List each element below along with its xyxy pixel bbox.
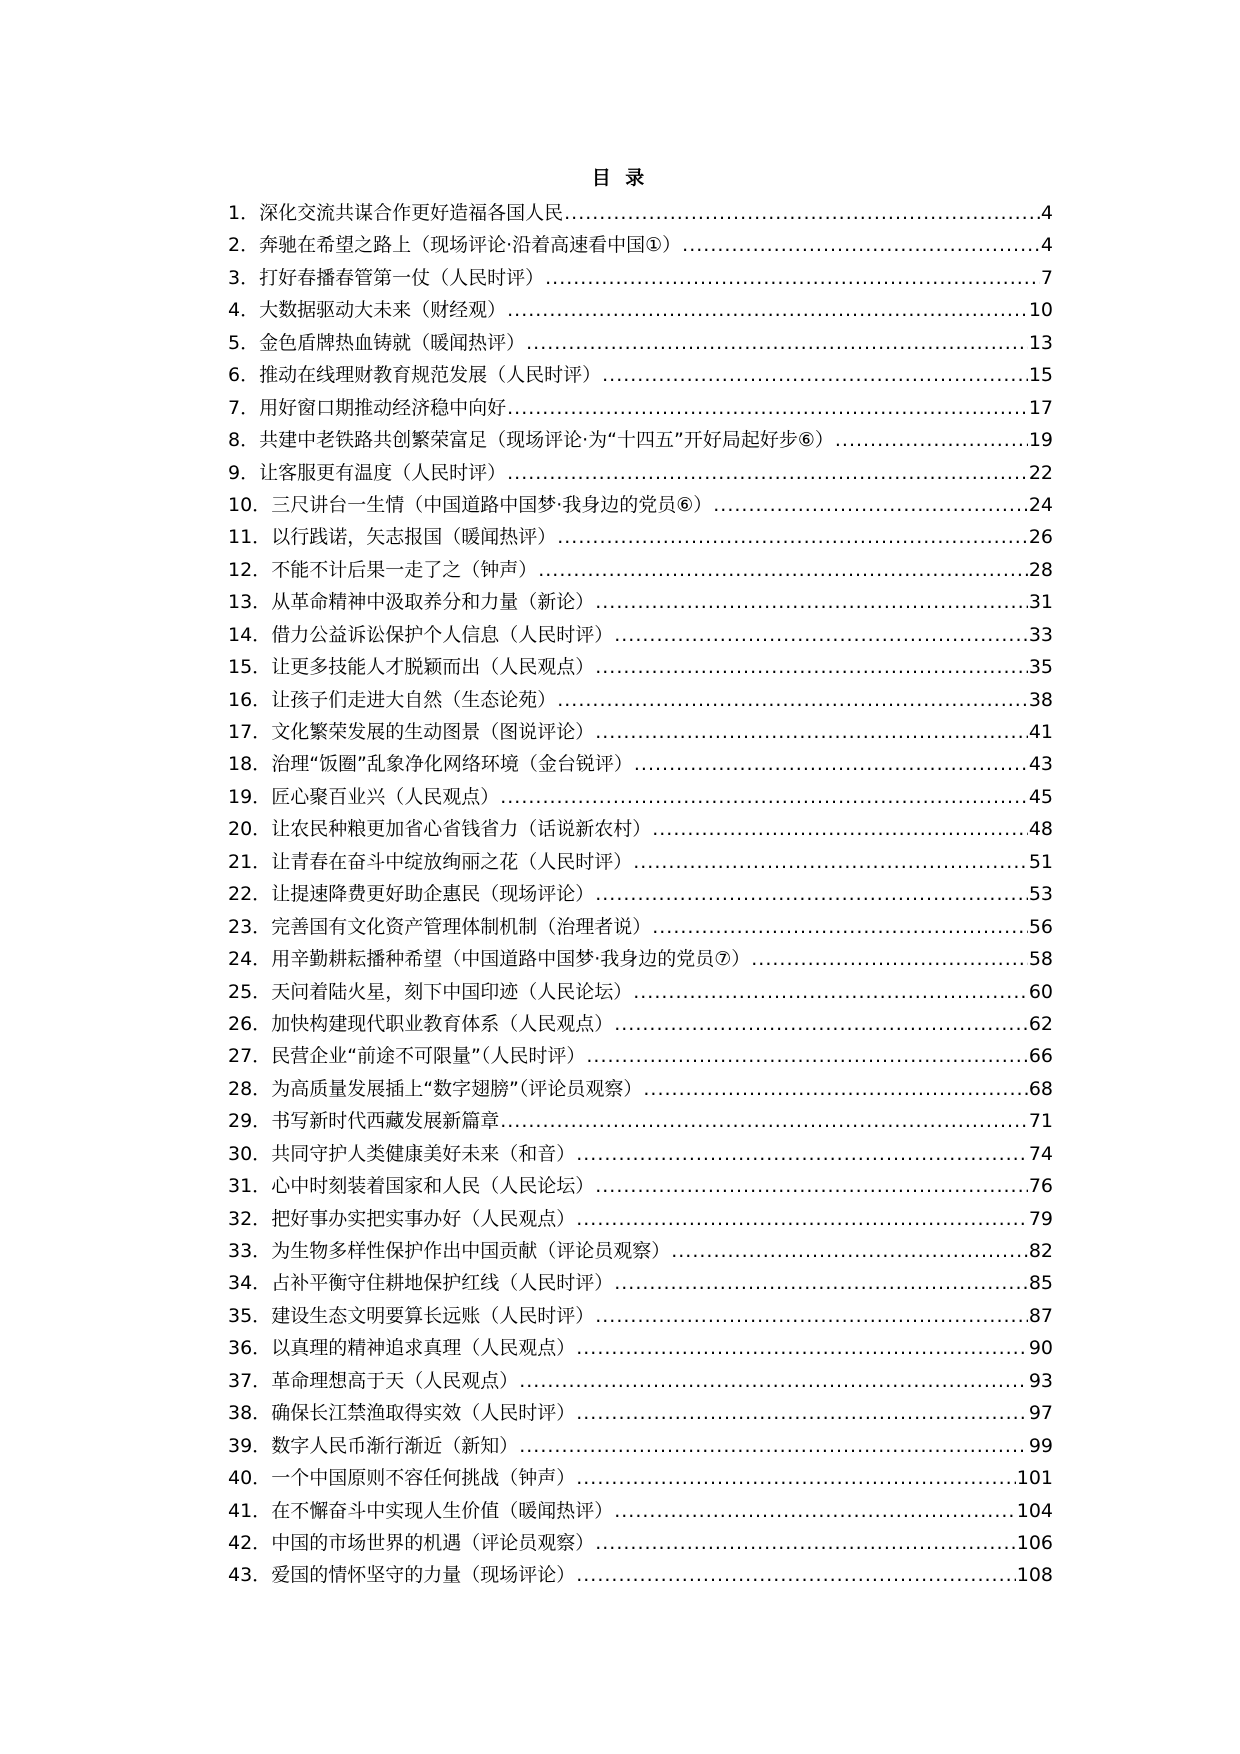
toc-entry-number: 1． (228, 202, 260, 224)
toc-dot-leader (595, 878, 1028, 910)
toc-entry[interactable] (228, 359, 1053, 391)
toc-entry-number: 6． (228, 364, 260, 387)
toc-entry[interactable] (228, 1462, 1053, 1494)
toc-dot-leader (633, 976, 1028, 1008)
toc-entry-title: 三尺讲台一生情（中国道路中国梦·我身边的党员⑥） (271, 493, 713, 516)
toc-entry-page-number: 4 (1040, 202, 1053, 224)
toc-entry-title: 一个中国原则不容任何挑战（钟声） (271, 1467, 576, 1490)
toc-entry-number: 28． (228, 1077, 272, 1100)
toc-entry-title: 不能不计后果一走了之（钟声） (271, 558, 538, 581)
toc-entry-title: 确保长江禁渔取得实效（人民时评） (271, 1402, 576, 1425)
toc-entry[interactable] (228, 619, 1053, 651)
toc-entry-title: 天问着陆火星，刻下中国印迹（人民论坛） (271, 980, 633, 1003)
toc-entry-page-number: 60 (1028, 980, 1053, 1003)
toc-entry[interactable] (228, 1559, 1053, 1591)
toc-entry-page-number: 53 (1028, 883, 1053, 906)
toc-entry-page-number: 97 (1028, 1402, 1053, 1425)
toc-dot-leader (643, 1073, 1027, 1105)
toc-entry-title: 深化交流共谋合作更好造福各国人民 (259, 202, 564, 224)
toc-entry-page-number: 56 (1028, 915, 1053, 938)
toc-entry[interactable] (228, 1235, 1053, 1267)
toc-entry-title: 完善国有文化资产管理体制机制（治理者说） (271, 915, 652, 938)
toc-dot-leader (835, 424, 1028, 456)
toc-entry-page-number: 87 (1028, 1304, 1053, 1327)
toc-entry-title: 文化繁荣发展的生动图景（图说评论） (271, 721, 595, 743)
toc-entry-title: 大数据驱动大未来（财经观） (259, 299, 507, 322)
toc-entry-page-number: 62 (1028, 1012, 1053, 1035)
toc-dot-leader (614, 619, 1028, 651)
toc-entry-page-number: 90 (1028, 1337, 1053, 1360)
toc-entry-number: 33． (228, 1240, 272, 1262)
toc-entry-number: 38． (228, 1402, 272, 1425)
toc-dot-leader (652, 813, 1028, 845)
toc-entry[interactable] (228, 197, 1053, 229)
toc-entry-number: 24． (228, 948, 272, 971)
toc-entry-page-number: 45 (1028, 785, 1053, 808)
toc-dot-leader (576, 1397, 1028, 1429)
toc-entry-number: 4． (228, 299, 260, 322)
toc-entry-title: 打好春播春管第一仗（人民时评） (259, 266, 545, 289)
toc-entry-title: 让孩子们走进大自然（生态论苑） (271, 688, 557, 711)
toc-dot-leader (652, 911, 1028, 943)
toc-entry[interactable] (228, 1203, 1053, 1235)
toc-entry-number: 3． (228, 266, 260, 289)
toc-entry-title: 占补平衡守住耕地保护红线（人民时评） (271, 1272, 614, 1295)
toc-entry-number: 21． (228, 850, 272, 873)
toc-entry-number: 26． (228, 1012, 272, 1035)
toc-dot-leader (564, 197, 1040, 229)
toc-entry-title: 推动在线理财教育规范发展（人民时评） (259, 364, 602, 387)
toc-entry[interactable] (228, 1365, 1053, 1397)
toc-entry-title: 让农民种粮更加省心省钱省力（话说新农村） (271, 818, 652, 841)
toc-entry-number: 15． (228, 656, 272, 679)
toc-dot-leader (507, 294, 1028, 326)
toc-entry-page-number: 10 (1028, 299, 1053, 322)
toc-entry-page-number: 43 (1028, 753, 1053, 776)
toc-entry-page-number: 108 (1016, 1564, 1053, 1587)
toc-entry[interactable] (228, 813, 1053, 845)
toc-entry[interactable] (228, 651, 1053, 683)
toc-entry-number: 14． (228, 623, 272, 646)
toc-entry[interactable] (228, 457, 1053, 489)
toc-entry-page-number: 17 (1028, 396, 1053, 419)
toc-dot-leader (634, 748, 1028, 780)
toc-entry[interactable] (228, 424, 1053, 456)
toc-entry-page-number: 15 (1028, 364, 1053, 387)
toc-entry[interactable] (228, 262, 1053, 294)
toc-entry-number: 40． (228, 1467, 272, 1490)
toc-entry-number: 32． (228, 1207, 272, 1230)
toc-entry-page-number: 68 (1028, 1077, 1053, 1100)
toc-entry-page-number: 24 (1028, 493, 1053, 516)
toc-entry-page-number: 7 (1040, 266, 1053, 289)
toc-entry-title: 中国的市场世界的机遇（评论员观察） (271, 1531, 595, 1554)
toc-entry-page-number: 48 (1028, 818, 1053, 841)
toc-entry-number: 13． (228, 591, 272, 614)
toc-entry[interactable] (228, 846, 1053, 878)
toc-entry-title: 用辛勤耕耘播种希望（中国道路中国梦·我身边的党员⑦） (271, 948, 751, 971)
toc-entry-page-number: 82 (1028, 1240, 1053, 1262)
toc-dot-leader (519, 1365, 1028, 1397)
toc-entry-title: 加快构建现代职业教育体系（人民观点） (271, 1012, 614, 1035)
toc-list (228, 197, 1053, 1592)
toc-entry-number: 17． (228, 721, 272, 743)
toc-entry-page-number: 41 (1028, 721, 1053, 743)
toc-entry-number: 41． (228, 1499, 272, 1522)
toc-entry-title: 心中时刻装着国家和人民（人民论坛） (271, 1175, 595, 1198)
toc-entry[interactable] (228, 1397, 1053, 1429)
toc-entry-title: 以真理的精神追求真理（人民观点） (271, 1337, 576, 1360)
toc-entry[interactable] (228, 1332, 1053, 1364)
toc-entry-number: 36． (228, 1337, 272, 1360)
toc-dot-leader (557, 684, 1028, 716)
toc-entry-number: 37． (228, 1369, 272, 1392)
toc-entry-page-number: 19 (1028, 429, 1053, 452)
toc-entry-number: 29． (228, 1110, 272, 1133)
toc-entry[interactable] (228, 1105, 1053, 1137)
toc-dot-leader (576, 1138, 1028, 1170)
toc-entry[interactable] (228, 1008, 1053, 1040)
toc-dot-leader (507, 457, 1028, 489)
toc-entry-page-number: 104 (1016, 1499, 1053, 1522)
toc-entry-title: 数字人民币渐行渐近（新知） (271, 1434, 519, 1457)
toc-dot-leader (595, 1170, 1028, 1202)
toc-entry-number: 8． (228, 429, 260, 452)
toc-dot-leader (595, 651, 1028, 683)
toc-entry-page-number: 33 (1028, 623, 1053, 646)
toc-entry-number: 42． (228, 1531, 272, 1554)
toc-entry-title: 共同守护人类健康美好未来（和音） (271, 1142, 576, 1165)
toc-entry[interactable] (228, 781, 1053, 813)
toc-entry-title: 匠心聚百业兴（人民观点） (271, 785, 500, 808)
toc-entry-title: 爱国的情怀坚守的力量（现场评论） (271, 1564, 576, 1587)
toc-entry-title: 民营企业“前途不可限量”（人民时评） (271, 1045, 586, 1068)
toc-entry-number: 10． (228, 493, 272, 516)
toc-entry-page-number: 4 (1040, 234, 1053, 257)
toc-entry-page-number: 106 (1016, 1531, 1053, 1554)
toc-dot-leader (526, 327, 1028, 359)
toc-dot-leader (576, 1332, 1028, 1364)
toc-title: 目 录 (591, 167, 649, 189)
toc-dot-leader (633, 846, 1028, 878)
toc-dot-leader (614, 1008, 1028, 1040)
toc-entry[interactable] (228, 521, 1053, 553)
toc-entry-title: 让更多技能人才脱颖而出（人民观点） (271, 656, 595, 679)
toc-entry-number: 11． (228, 526, 272, 549)
toc-entry-title: 治理“饭圈”乱象净化网络环境（金台锐评） (271, 753, 633, 776)
toc-entry-page-number: 79 (1028, 1207, 1053, 1230)
toc-dot-leader (500, 781, 1028, 813)
toc-dot-leader (538, 554, 1028, 586)
toc-entry[interactable] (228, 911, 1053, 943)
toc-dot-leader (595, 1527, 1016, 1559)
toc-entry[interactable] (228, 294, 1053, 326)
toc-entry-page-number: 22 (1028, 461, 1053, 484)
toc-dot-leader (602, 359, 1028, 391)
toc-entry-title: 以行践诺，矢志报国（暖闻热评） (271, 526, 557, 549)
toc-entry-title: 共建中老铁路共创繁荣富足（现场评论·为“十四五”开好局起好步⑥） (259, 429, 834, 452)
toc-entry-page-number: 66 (1028, 1045, 1053, 1068)
toc-entry-number: 16． (228, 688, 272, 711)
toc-entry-page-number: 28 (1028, 558, 1053, 581)
toc-entry[interactable] (228, 684, 1053, 716)
toc-dot-leader (595, 716, 1028, 748)
toc-entry[interactable] (228, 1138, 1053, 1170)
toc-entry-page-number: 51 (1028, 850, 1053, 873)
toc-dot-leader (576, 1559, 1016, 1591)
toc-entry-page-number: 74 (1028, 1142, 1053, 1165)
toc-dot-leader (557, 521, 1028, 553)
toc-dot-leader (751, 943, 1028, 975)
toc-entry[interactable] (228, 716, 1053, 748)
toc-entry[interactable] (228, 1267, 1053, 1299)
toc-entry-number: 31． (228, 1175, 272, 1198)
toc-entry-page-number: 76 (1028, 1175, 1053, 1198)
toc-entry-title: 金色盾牌热血铸就（暖闻热评） (259, 331, 526, 354)
toc-entry[interactable] (228, 1300, 1053, 1332)
toc-dot-leader (545, 262, 1040, 294)
toc-entry-title: 建设生态文明要算长远账（人民时评） (271, 1304, 595, 1327)
toc-dot-leader (614, 1267, 1028, 1299)
toc-entry-number: 9． (228, 461, 260, 484)
toc-entry[interactable] (228, 327, 1053, 359)
toc-entry-title: 让青春在奋斗中绽放绚丽之花（人民时评） (271, 850, 633, 873)
toc-entry-page-number: 71 (1028, 1110, 1053, 1133)
toc-entry-number: 30． (228, 1142, 272, 1165)
toc-entry-page-number: 99 (1028, 1434, 1053, 1457)
toc-entry-title: 借力公益诉讼保护个人信息（人民时评） (271, 623, 614, 646)
toc-entry[interactable] (228, 229, 1053, 261)
toc-dot-leader (519, 1430, 1028, 1462)
toc-entry-page-number: 13 (1028, 331, 1053, 354)
toc-entry-page-number: 101 (1016, 1467, 1053, 1490)
toc-entry-page-number: 31 (1028, 591, 1053, 614)
toc-entry-title: 让提速降费更好助企惠民（现场评论） (271, 883, 595, 906)
toc-entry[interactable] (228, 1040, 1053, 1072)
toc-dot-leader (595, 586, 1028, 618)
toc-entry-page-number: 85 (1028, 1272, 1053, 1295)
toc-entry[interactable] (228, 392, 1053, 424)
toc-entry-number: 20． (228, 818, 272, 841)
toc-entry[interactable] (228, 1527, 1053, 1559)
toc-dot-leader (682, 229, 1040, 261)
toc-entry-number: 27． (228, 1045, 272, 1068)
toc-entry[interactable] (228, 1495, 1053, 1527)
toc-dot-leader (671, 1235, 1028, 1267)
toc-dot-leader (576, 1203, 1028, 1235)
toc-entry-number: 18． (228, 753, 272, 776)
toc-entry[interactable] (228, 1170, 1053, 1202)
toc-entry-page-number: 93 (1028, 1369, 1053, 1392)
toc-entry-number: 39． (228, 1434, 272, 1457)
toc-entry-title: 用好窗口期推动经济稳中向好 (259, 396, 507, 419)
toc-entry[interactable] (228, 554, 1053, 586)
toc-entry[interactable] (228, 489, 1053, 521)
toc-entry-number: 5． (228, 331, 260, 354)
toc-dot-leader (576, 1462, 1016, 1494)
toc-entry-title: 在不懈奋斗中实现人生价值（暖闻热评） (271, 1499, 614, 1522)
toc-entry-title: 书写新时代西藏发展新篇章 (271, 1110, 500, 1133)
toc-entry-title: 为生物多样性保护作出中国贡献（评论员观察） (271, 1240, 671, 1262)
toc-entry-title: 革命理想高于天（人民观点） (271, 1369, 519, 1392)
toc-entry-title: 奔驰在希望之路上（现场评论·沿着高速看中国①） (259, 234, 682, 257)
toc-dot-leader (595, 1300, 1028, 1332)
toc-entry-number: 7． (228, 396, 260, 419)
toc-entry-page-number: 35 (1028, 656, 1053, 679)
toc-entry-number: 35． (228, 1304, 272, 1327)
toc-entry-title: 把好事办实把实事办好（人民观点） (271, 1207, 576, 1230)
toc-entry-number: 19． (228, 785, 272, 808)
toc-entry-page-number: 26 (1028, 526, 1053, 549)
toc-entry-number: 34． (228, 1272, 272, 1295)
toc-entry[interactable] (228, 586, 1053, 618)
toc-dot-leader (713, 489, 1028, 521)
toc-dot-leader (614, 1495, 1016, 1527)
toc-dot-leader (507, 392, 1028, 424)
toc-entry-number: 2． (228, 234, 260, 257)
toc-entry-number: 22． (228, 883, 272, 906)
toc-entry[interactable] (228, 943, 1053, 975)
toc-entry-title: 从革命精神中汲取养分和力量（新论） (271, 591, 595, 614)
toc-entry[interactable] (228, 1073, 1053, 1105)
toc-entry-title: 让客服更有温度（人民时评） (259, 461, 507, 484)
toc-entry-number: 23． (228, 915, 272, 938)
toc-entry-number: 12． (228, 558, 272, 581)
toc-entry-page-number: 38 (1028, 688, 1053, 711)
toc-dot-leader (586, 1040, 1027, 1072)
toc-dot-leader (500, 1105, 1028, 1137)
toc-entry-number: 25． (228, 980, 272, 1003)
toc-entry[interactable] (228, 878, 1053, 910)
toc-entry-title: 为高质量发展插上“数字翅膀”（评论员观察） (271, 1077, 643, 1100)
toc-entry[interactable] (228, 1430, 1053, 1462)
toc-entry[interactable] (228, 748, 1053, 780)
toc-entry-page-number: 58 (1028, 948, 1053, 971)
toc-entry[interactable] (228, 976, 1053, 1008)
toc-entry-number: 43． (228, 1564, 272, 1587)
